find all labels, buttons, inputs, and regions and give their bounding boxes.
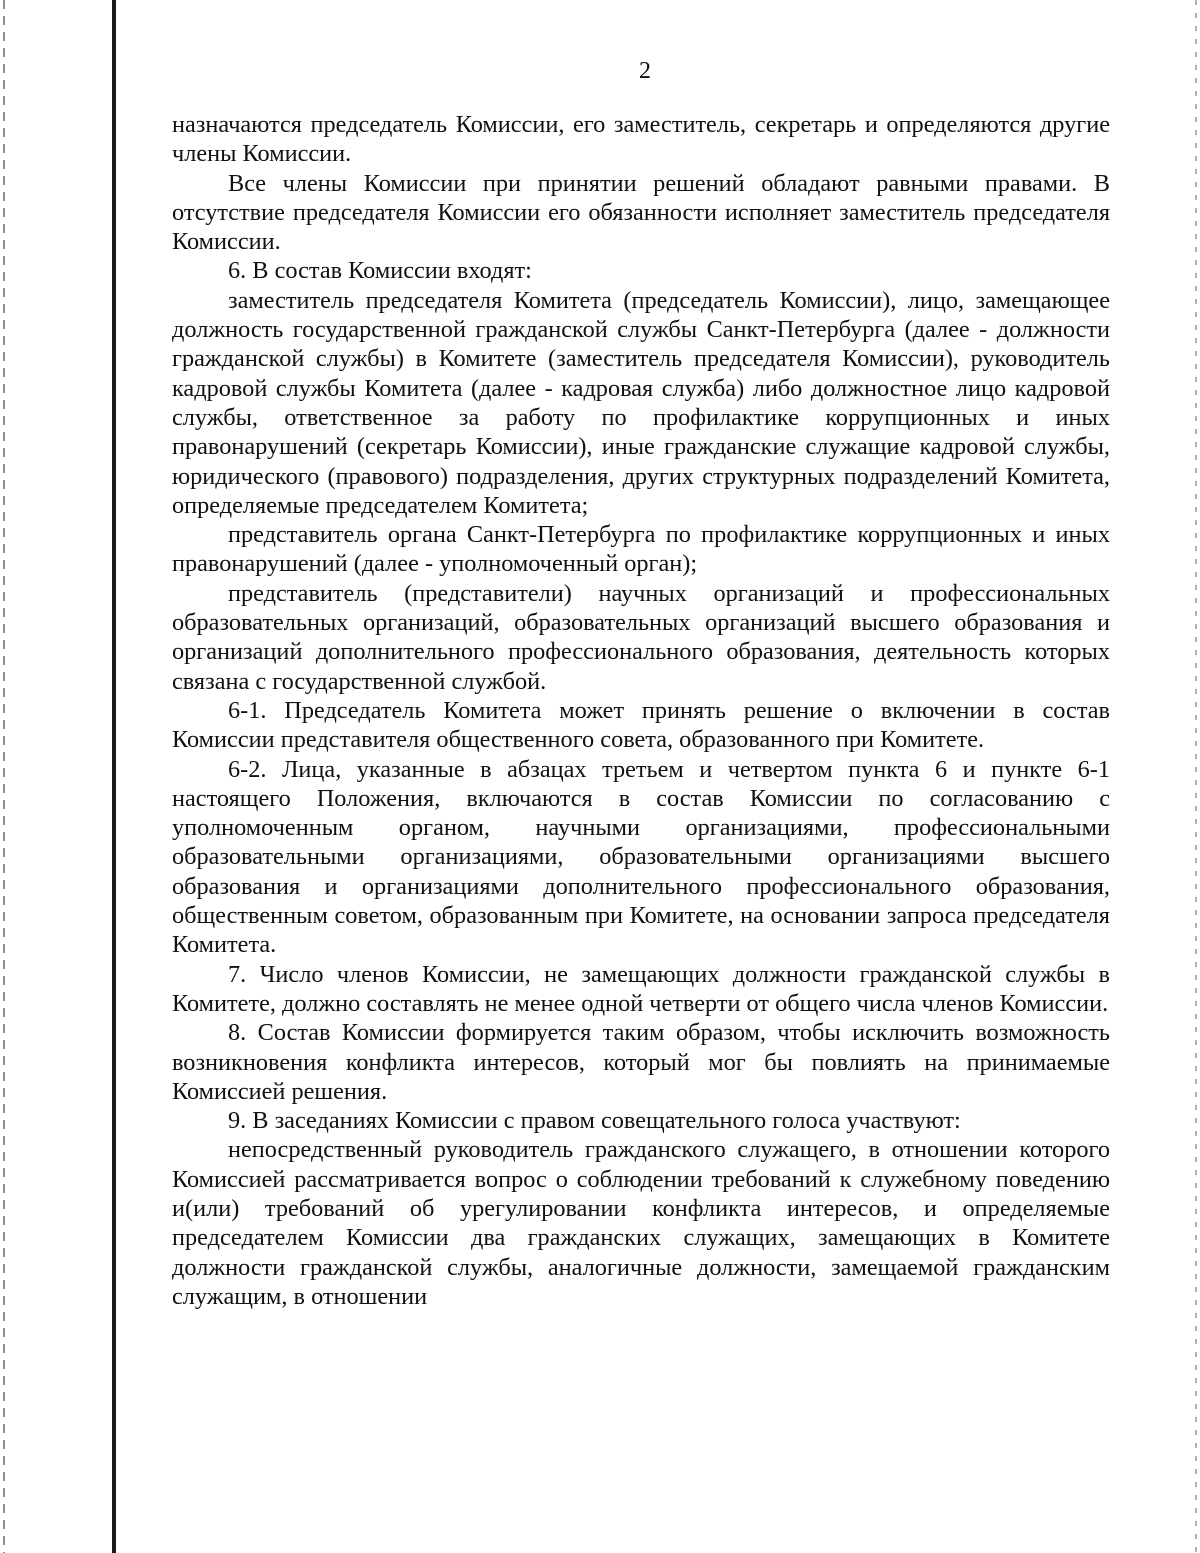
paragraph: Все члены Комиссии при принятии решений обладают равными правами. В отсутствие председателя Комиссии его обязанности исполняет заместитель председателя Комиссии. <box>172 169 1110 256</box>
paragraph: 7. Число членов Комиссии, не замещающих должности гражданской службы в Комитете, должно составлять не менее одной четверти от общего числа членов Комиссии. <box>172 960 1110 1017</box>
paragraph: 6-1. Председатель Комитета может принять решение о включении в состав Комиссии представителя общественного совета, образованного при Комитете. <box>172 696 1110 754</box>
paragraph: непосредственный руководитель гражданского служащего, в отношении которого Комиссией рассматривается вопрос о соблюдении требований к служебному поведению и(или) требований об урегулировании конфликта интересов, и определяемые председателем Комиссии два гражданских служащих, замещающих в Комитете должности гражданской службы, аналогичные должности, замещаемой гражданским служащим, в отношении <box>172 1136 1110 1310</box>
paragraph: представитель (представители) научных организаций и профессиональных образовательных организаций, образовательных организаций высшего образования и организаций дополнительного профессионального образования, деятельность которых связана с государственной службой. <box>172 579 1110 695</box>
paragraph: 9. В заседаниях Комиссии с правом совещательного голоса участвуют: <box>228 1107 961 1135</box>
document-body <box>172 110 1110 1311</box>
paragraph: 6. В состав Комиссии входят: <box>228 257 532 285</box>
paragraph: назначаются председатель Комиссии, его заместитель, секретарь и определяются другие члены Комиссии. <box>172 111 1110 168</box>
paragraph: 6-2. Лица, указанные в абзацах третьем и четвертом пункта 6 и пункте 6-1 настоящего Положения, включаются в состав Комиссии по согласованию с уполномоченным органом, научными организациями, профессиональными образовательными организациями, образовательными организациями высшего образования и организациями дополнительного профессионального образования, общественным советом, образованным при Комитете, на основании запроса председателя Комитета. <box>172 755 1110 959</box>
paragraph: представитель органа Санкт-Петербурга по профилактике коррупционных и иных правонарушений (далее - уполномоченный орган); <box>172 521 1110 578</box>
page-number: 2 <box>639 58 651 84</box>
scan-edge-artifact-right <box>1195 0 1197 1553</box>
paragraph: заместитель председателя Комитета (председатель Комиссии), лицо, замещающее должность государственной гражданской службы Санкт-Петербурга (далее - должности гражданской службы) в Комитете (заместитель председателя Комиссии), руководитель кадровой службы Комитета (далее - кадровая служба) либо должностное лицо кадровой службы, ответственное за работу по профилактике коррупционных и иных правонарушений (секретарь Комиссии), иные гражданские служащие кадровой службы, юридического (правового) подразделения, других структурных подразделений Комитета, определяемые председателем Комитета; <box>172 286 1110 519</box>
scan-edge-artifact-left <box>3 0 5 1553</box>
paragraph: 8. Состав Комиссии формируется таким образом, чтобы исключить возможность возникновения конфликта интересов, который мог бы повлиять на принимаемые Комиссией решения. <box>172 1019 1110 1105</box>
page-binding-edge <box>112 0 116 1553</box>
